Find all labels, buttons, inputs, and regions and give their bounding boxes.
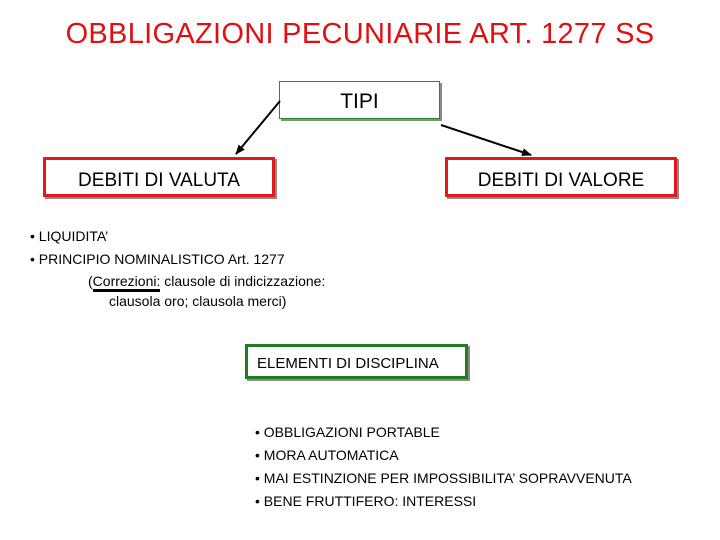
arrow-to-valore: [441, 125, 531, 155]
list-item: • OBBLIGAZIONI PORTABLE: [255, 424, 440, 440]
arrow-to-valuta: [236, 101, 280, 154]
list-item: • MORA AUTOMATICA: [255, 447, 399, 463]
list-item: • MAI ESTINZIONE PER IMPOSSIBILITA’ SOPRAVVENUTA: [255, 470, 632, 486]
page-title: OBBLIGAZIONI PECUNIARIE ART. 1277 SS: [65, 18, 655, 50]
elementi-list: [255, 421, 632, 513]
list-item: • BENE FRUTTIFERO: INTERESSI: [255, 493, 477, 509]
debiti-valuta-box: DEBITI DI VALUTA: [43, 157, 275, 197]
correzioni-text: clausole di indicizzazione:: [160, 273, 326, 289]
paren-open: (: [88, 273, 93, 289]
list-subitem-clausole: clausola oro; clausola merci): [109, 293, 287, 309]
list-item-principio: • PRINCIPIO NOMINALISTICO Art. 1277: [30, 251, 285, 267]
debiti-valore-box: DEBITI DI VALORE: [445, 157, 677, 197]
list-item-liquidita: • LIQUIDITA’: [30, 228, 109, 244]
valuta-features-list: [30, 225, 325, 311]
list-subitem-correzioni: [30, 271, 325, 291]
tipi-box: TIPI: [279, 81, 440, 119]
elementi-disciplina-box: ELEMENTI DI DISCIPLINA: [245, 344, 468, 379]
correzioni-label: Correzioni:: [93, 273, 161, 292]
